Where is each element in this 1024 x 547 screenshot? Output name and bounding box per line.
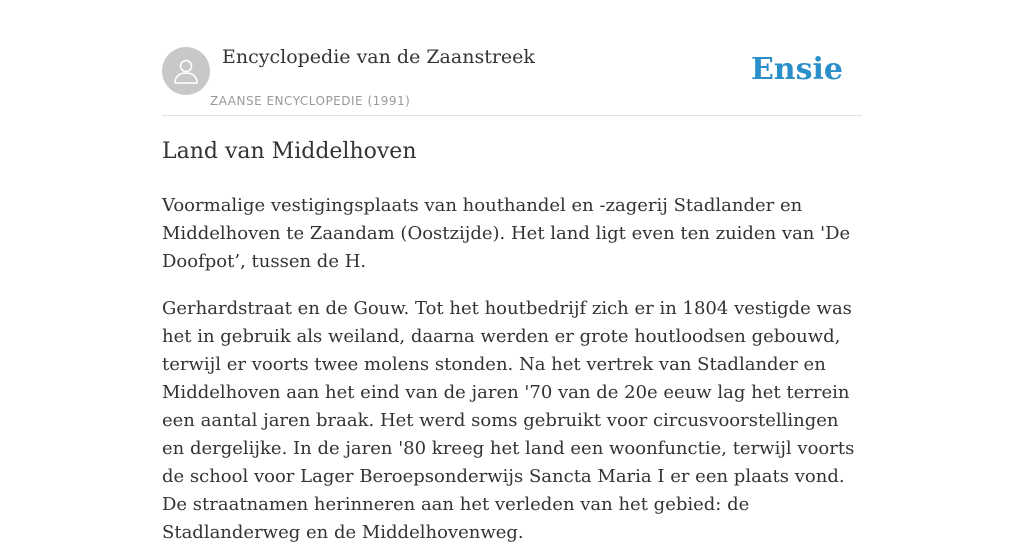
site-logo[interactable]: Ensie (750, 52, 843, 87)
source-header (162, 44, 862, 116)
user-icon (171, 56, 201, 86)
article-paragraph-2: Gerhardstraat en de Gouw. Tot het houtbedrijf zich er in 1804 vestigde was het in gebruik als weiland, daarna werden er grote houtloodsen gebouwd, terwijl er voorts twee molens stonden. Na het vertrek van Stadlander en Middelhoven aan het eind van de jaren '70 van de 20e eeuw lag het terrein een aantal jaren braak. Het werd soms gebruikt voor circusvoorstellingen en dergelijke. In de jaren '80 kreeg het land een woonfunctie, terwijl voorts de school voor Lager Beroepsonderwijs Sancta Maria I er een plaats vond. De straatnamen herinneren aan het verleden van het gebied: de Stadlanderweg en de Middelhovenweg. (162, 298, 855, 543)
source-title[interactable]: Encyclopedie van de Zaanstreek (222, 46, 535, 68)
source-subtitle[interactable]: ZAANSE ENCYCLOPEDIE (1991) (210, 94, 411, 108)
article-paragraph-1: Voormalige vestigingsplaats van houthandel en -zagerij Stadlander en Middelhoven te Zaandam (Oostzijde). Het land ligt even ten zuiden van 'De Doofpot’, tussen de H. (162, 195, 851, 272)
article-title: Land van Middelhoven (162, 139, 417, 164)
avatar[interactable] (162, 47, 210, 95)
